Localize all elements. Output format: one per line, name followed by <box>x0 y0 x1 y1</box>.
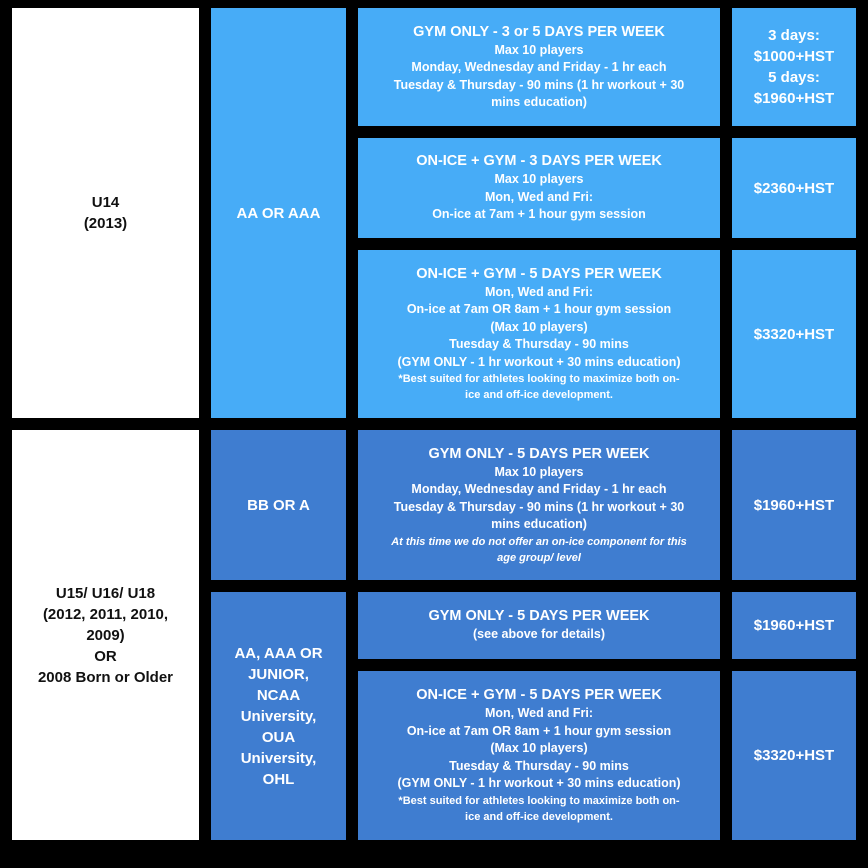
level-aa-or-aaa <box>211 8 346 418</box>
program-title: ON-ICE + GYM - 5 DAYS PER WEEK <box>416 265 662 282</box>
program-line: Max 10 players <box>494 464 584 479</box>
program-line: mins education) <box>491 517 587 531</box>
level-label: OHL <box>262 770 295 788</box>
price-u15-aa-gym-only <box>732 592 856 659</box>
program-line: (GYM ONLY - 1 hr workout + 30 mins education) <box>397 776 681 791</box>
level-label: AA OR AAA <box>236 204 321 222</box>
price-u15-bb-gym-only <box>732 430 856 580</box>
price-u14-gym-only <box>732 8 856 126</box>
level-label: University, <box>240 707 317 725</box>
price-line: $3320+HST <box>753 747 835 764</box>
program-line: (see above for details) <box>473 627 605 642</box>
level-label: BB OR A <box>247 496 310 514</box>
program-line: (Max 10 players) <box>490 741 588 756</box>
level-bb-or-a <box>211 430 346 580</box>
program-line: Max 10 players <box>494 42 584 57</box>
birth-year: (2012, 2011, 2010, <box>42 605 169 623</box>
age-group-u14 <box>12 8 199 418</box>
program-u15-bb-gym-only <box>358 430 720 580</box>
birth-year: (2013) <box>83 215 128 232</box>
program-note: At this time we do not offer an on-ice component for this <box>391 535 687 548</box>
price-line: $1960+HST <box>753 617 835 634</box>
birth-year: 2009) <box>86 626 125 644</box>
program-line: Tuesday & Thursday - 90 mins <box>449 758 629 773</box>
price-u14-onice-5days <box>732 250 856 418</box>
program-line: Tuesday & Thursday - 90 mins (1 hr workout + 30 <box>393 499 685 514</box>
level-label: AA, AAA OR <box>234 644 323 662</box>
price-line: $3320+HST <box>753 325 835 343</box>
program-title: ON-ICE + GYM - 3 DAYS PER WEEK <box>416 153 662 170</box>
price-line: $1000+HST <box>753 48 835 65</box>
price-line: 5 days: <box>768 69 820 86</box>
birth-year: 2008 Born or Older <box>37 668 174 686</box>
program-title: GYM ONLY - 3 or 5 DAYS PER WEEK <box>413 23 665 40</box>
program-line: (Max 10 players) <box>490 319 588 334</box>
program-note: age group/ level <box>497 551 581 564</box>
age-group-label: U15/ U16/ U18 <box>55 584 156 602</box>
program-line: On-ice at 7am OR 8am + 1 hour gym session <box>406 723 672 738</box>
program-title: GYM ONLY - 5 DAYS PER WEEK <box>428 445 650 462</box>
age-group-label: U14 <box>91 194 120 211</box>
age-or: OR <box>94 647 117 665</box>
program-u14-gym-only <box>358 8 720 126</box>
level-label: OUA <box>261 728 296 746</box>
level-label: NCAA <box>256 686 301 704</box>
program-line: Mon, Wed and Fri: <box>484 189 594 204</box>
program-u14-onice-5days <box>358 250 720 418</box>
price-line: 3 days: <box>768 27 820 44</box>
age-group-u15-u18 <box>12 430 199 840</box>
level-aa-aaa-junior <box>211 592 346 840</box>
level-label: University, <box>240 749 317 767</box>
program-note: *Best suited for athletes looking to maximize both on- <box>398 373 680 386</box>
price-line: $1960+HST <box>753 496 835 514</box>
program-line: On-ice at 7am + 1 hour gym session <box>432 207 646 222</box>
program-note: *Best suited for athletes looking to maximize both on- <box>398 794 680 807</box>
program-line: Tuesday & Thursday - 90 mins (1 hr workout + 30 <box>393 77 685 92</box>
program-line: Monday, Wednesday and Friday - 1 hr each <box>411 482 667 496</box>
program-line: Mon, Wed and Fri: <box>484 284 594 299</box>
program-line: On-ice at 7am OR 8am + 1 hour gym session <box>406 302 672 317</box>
program-u15-aa-gym-only <box>358 592 720 659</box>
program-note: ice and off-ice development. <box>465 810 613 823</box>
program-line: Max 10 players <box>494 172 584 187</box>
price-line: $1960+HST <box>753 90 835 107</box>
program-line: Tuesday & Thursday - 90 mins <box>449 337 629 352</box>
program-title: GYM ONLY - 5 DAYS PER WEEK <box>428 608 650 625</box>
program-line: Monday, Wednesday and Friday - 1 hr each <box>411 60 667 74</box>
program-u15-aa-onice-5days <box>358 671 720 840</box>
program-line: (GYM ONLY - 1 hr workout + 30 mins education) <box>397 354 681 369</box>
program-u14-onice-3days <box>358 138 720 238</box>
price-u14-onice-3days <box>732 138 856 238</box>
price-u15-aa-onice-5days <box>732 671 856 840</box>
program-title: ON-ICE + GYM - 5 DAYS PER WEEK <box>416 687 662 704</box>
program-line: mins education) <box>491 95 587 109</box>
program-note: ice and off-ice development. <box>465 389 613 402</box>
program-line: Mon, Wed and Fri: <box>484 706 594 721</box>
level-label: JUNIOR, <box>248 665 309 683</box>
price-line: $2360+HST <box>753 179 835 197</box>
